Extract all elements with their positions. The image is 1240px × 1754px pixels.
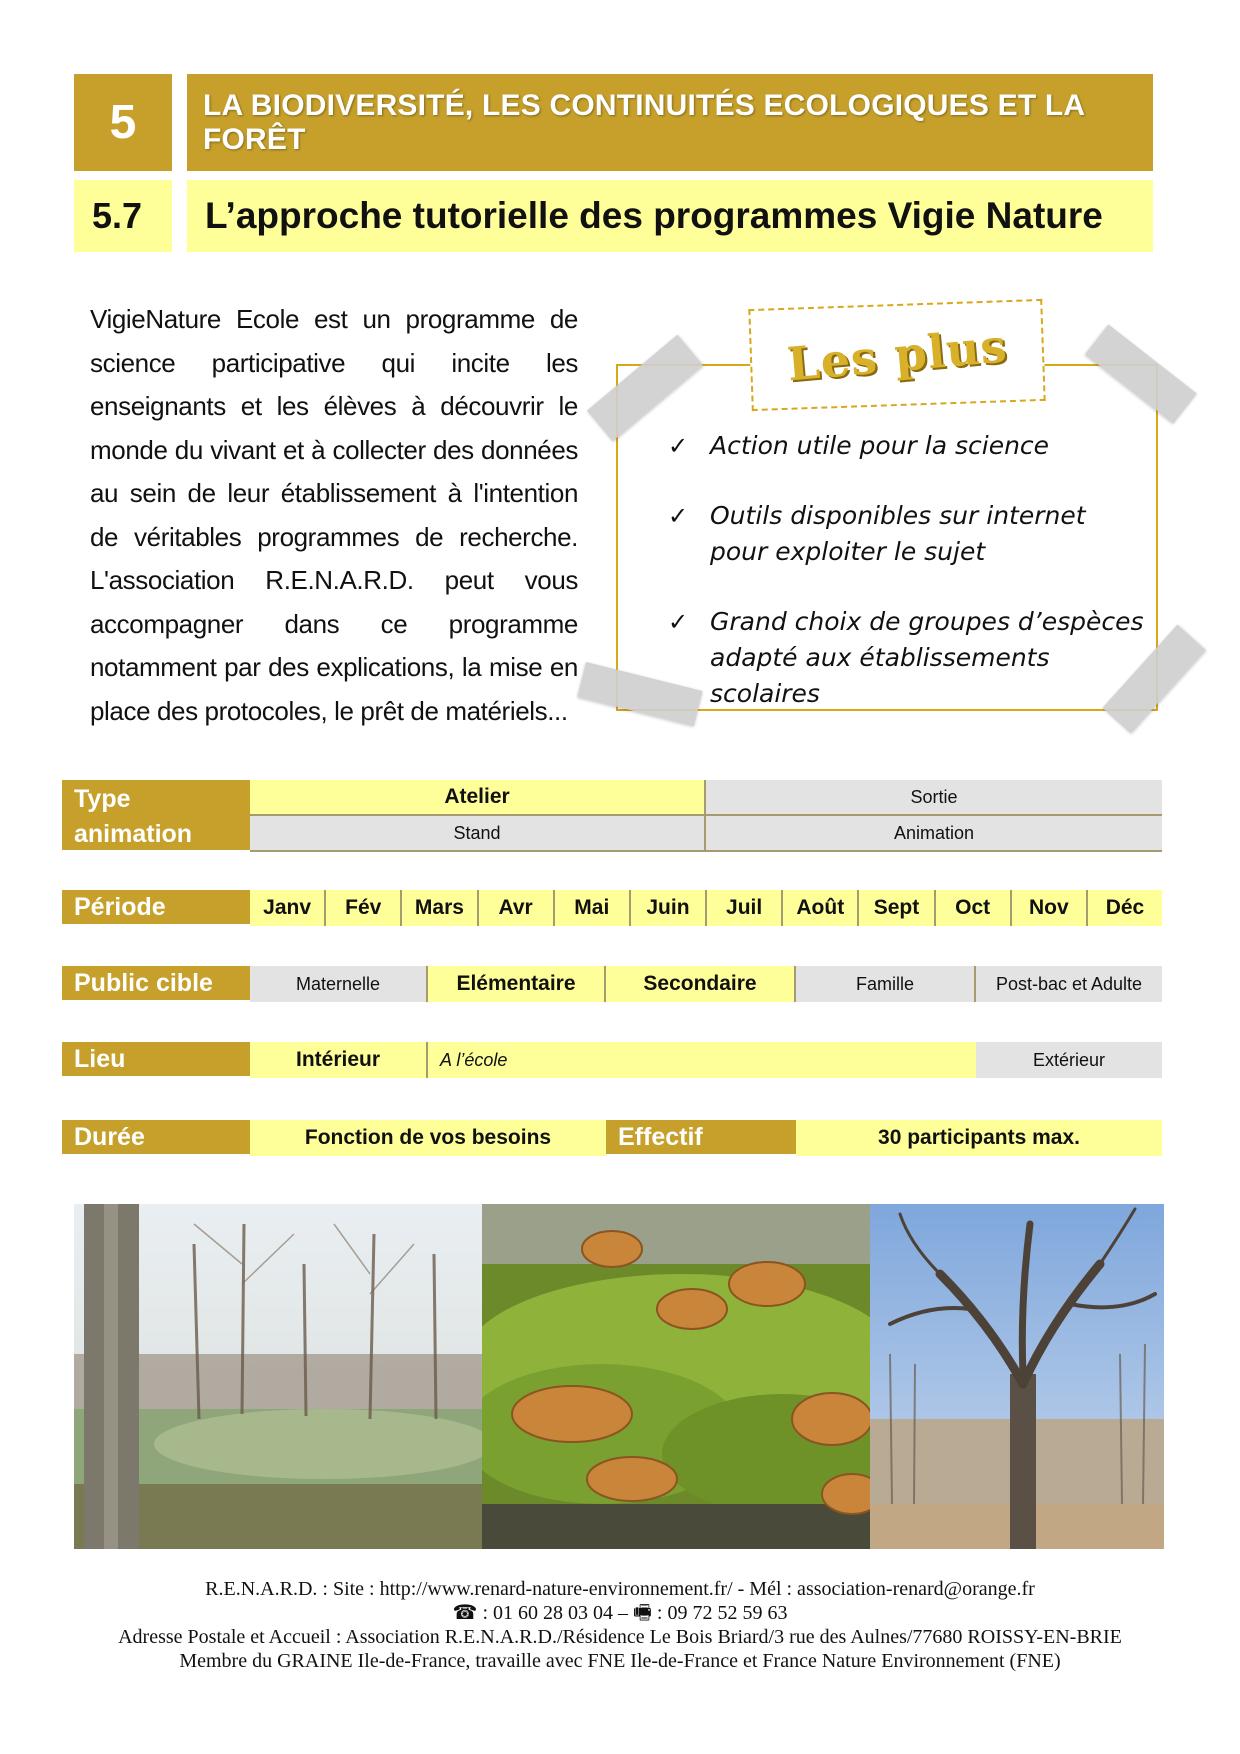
type-stand: Stand bbox=[250, 816, 706, 852]
list-item: ✓ Grand choix de groupes d’espèces adapté aux établissements scolaires bbox=[668, 604, 1148, 712]
public-elementaire: Elémentaire bbox=[428, 966, 606, 1002]
month-cell: Fév bbox=[326, 890, 402, 926]
month-cell: Juil bbox=[707, 890, 783, 926]
type-atelier: Atelier bbox=[250, 780, 706, 816]
month-cell: Mars bbox=[402, 890, 478, 926]
months-row bbox=[250, 890, 1162, 926]
list-item: ✓ Outils disponibles sur internet pour exploiter le sujet bbox=[668, 498, 1148, 570]
month-cell: Nov bbox=[1012, 890, 1088, 926]
lieu-interieur: Intérieur bbox=[250, 1042, 428, 1078]
effectif-value: 30 participants max. bbox=[796, 1120, 1162, 1156]
lieu-detail: A l’école bbox=[428, 1042, 976, 1078]
month-cell: Sept bbox=[859, 890, 935, 926]
month-cell: Janv bbox=[250, 890, 326, 926]
photo-pond-forest bbox=[74, 1204, 482, 1549]
type-animation-label: Type animation bbox=[62, 780, 250, 852]
duree-label: Durée bbox=[62, 1120, 250, 1156]
section-number: 5 bbox=[74, 74, 172, 171]
month-cell: Juin bbox=[631, 890, 707, 926]
photo-moss-fungi bbox=[482, 1204, 870, 1549]
periode-label: Période bbox=[62, 890, 250, 926]
lieu-exterieur: Extérieur bbox=[976, 1042, 1162, 1078]
check-icon: ✓ bbox=[668, 502, 689, 530]
footer-line-membership: Membre du GRAINE Ile-de-France, travaille avec FNE Ile-de-France et France Nature Environnement (FNE) bbox=[179, 1650, 1061, 1672]
les-plus-title: Les plus bbox=[784, 318, 1010, 392]
public-famille: Famille bbox=[796, 966, 976, 1002]
photo-oak-tree bbox=[870, 1204, 1164, 1549]
subsection-number: 5.7 bbox=[74, 180, 172, 252]
month-cell: Oct bbox=[936, 890, 1012, 926]
public-maternelle: Maternelle bbox=[250, 966, 428, 1002]
public-postbac-adulte: Post-bac et Adulte bbox=[976, 966, 1162, 1002]
public-cible-label: Public cible bbox=[62, 966, 250, 1002]
footer-line-site: R.E.N.A.R.D. : Site : http://www.renard-nature-environnement.fr/ - Mél : association-renard@orange.fr bbox=[205, 1578, 1035, 1600]
month-cell: Déc bbox=[1088, 890, 1162, 926]
subsection-title: L’approche tutorielle des programmes Vigie Nature bbox=[187, 180, 1153, 252]
effectif-label: Effectif bbox=[606, 1120, 796, 1156]
footer-line-phone: ☎ : 01 60 28 03 04 – 🖷 : 09 72 52 59 63 bbox=[452, 1602, 788, 1624]
section-title: LA BIODIVERSITÉ, LES CONTINUITÉS ECOLOGIQUES ET LA FORÊT bbox=[187, 74, 1153, 171]
les-plus-list bbox=[668, 428, 1148, 708]
month-cell: Avr bbox=[479, 890, 555, 926]
public-secondaire: Secondaire bbox=[606, 966, 796, 1002]
lieu-label: Lieu bbox=[62, 1042, 250, 1078]
list-item: ✓ Action utile pour la science bbox=[668, 428, 1049, 464]
type-sortie: Sortie bbox=[706, 780, 1162, 816]
month-cell: Août bbox=[783, 890, 859, 926]
type-animation: Animation bbox=[706, 816, 1162, 852]
duree-value: Fonction de vos besoins bbox=[250, 1120, 606, 1156]
check-icon: ✓ bbox=[668, 432, 689, 460]
footer-line-address: Adresse Postale et Accueil : Association R.E.N.A.R.D./Résidence Le Bois Briard/3 rue des Aulnes/77680 ROISSY-EN-BRIE bbox=[118, 1626, 1122, 1648]
check-icon: ✓ bbox=[668, 608, 689, 636]
intro-paragraph: VigieNature Ecole est un programme de science participative qui incite les enseignants et les élèves à découvrir le monde du vivant et à collecter des données au sein de leur établissement à l'intention de véritables programmes de recherche. L'association R.E.N.A.R.D. peut vous accompagner dans ce programme notamment par des explications, la mise en place des protocoles, le prêt de matériels... bbox=[90, 304, 578, 726]
month-cell: Mai bbox=[555, 890, 631, 926]
les-plus-title-box bbox=[748, 299, 1045, 411]
phone-icon: ☎ bbox=[452, 1602, 478, 1624]
footer bbox=[40, 1577, 1200, 1673]
fax-icon: 🖷 bbox=[633, 1602, 652, 1624]
